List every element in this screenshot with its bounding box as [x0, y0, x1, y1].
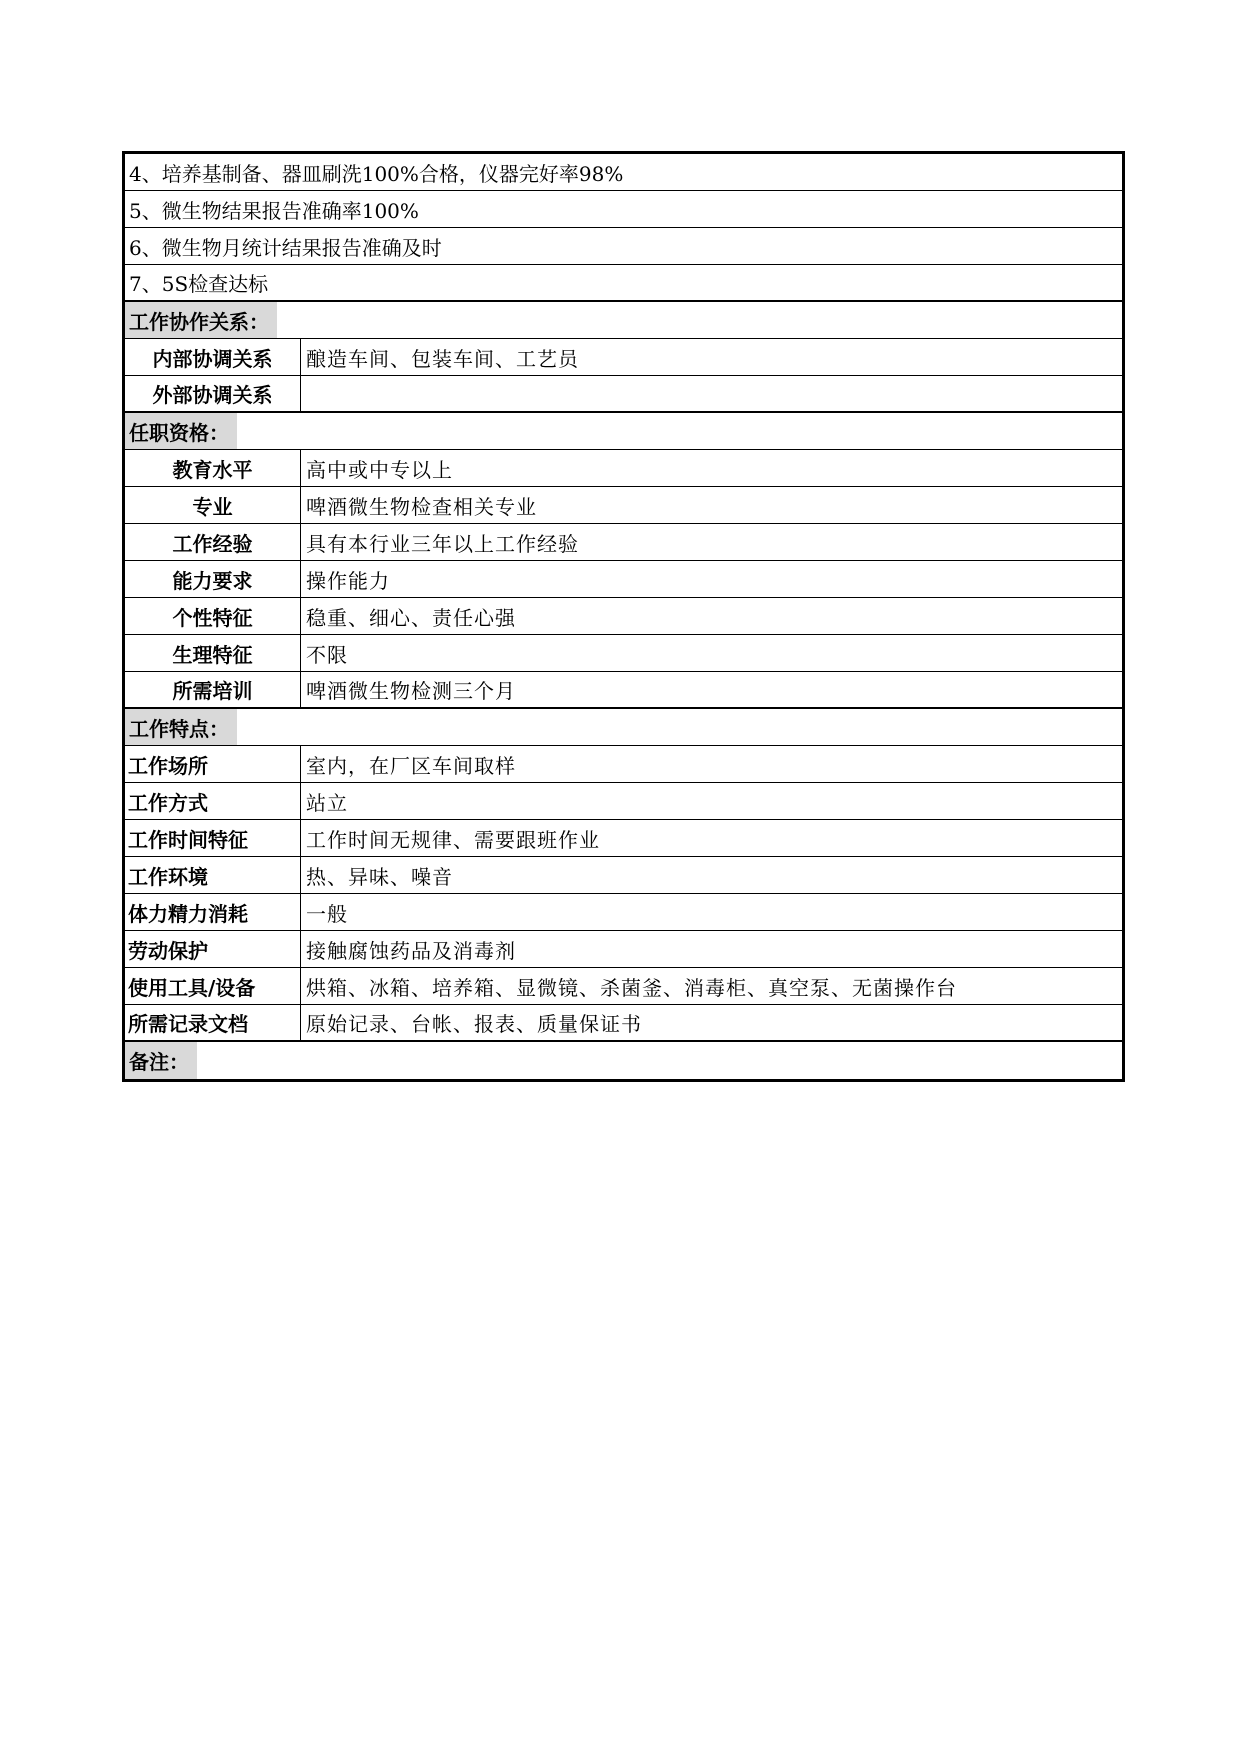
standard-row [125, 228, 1122, 265]
row-key: 个性特征 [125, 598, 301, 634]
row-key: 生理特征 [125, 635, 301, 671]
row-key: 外部协调关系 [125, 376, 301, 411]
feature-row [125, 746, 1122, 783]
row-key: 专业 [125, 487, 301, 523]
standard-text: 6、微生物月统计结果报告准确及时 [129, 235, 442, 260]
standard-row [125, 265, 1122, 302]
row-value: 稳重、细心、责任心强 [306, 605, 516, 630]
row-value [301, 376, 1122, 411]
qualification-row [125, 635, 1122, 672]
row-key: 能力要求 [125, 561, 301, 597]
row-key: 劳动保护 [125, 931, 301, 967]
job-description-table [122, 151, 1125, 1082]
feature-row [125, 857, 1122, 894]
section-title: 备注： [125, 1042, 197, 1079]
row-value: 烘箱、冰箱、培养箱、显微镜、杀菌釜、消毒柜、真空泵、无菌操作台 [306, 975, 957, 1000]
feature-row [125, 968, 1122, 1005]
row-key: 所需培训 [125, 672, 301, 707]
row-value: 接触腐蚀药品及消毒剂 [306, 938, 516, 963]
row-value: 热、异味、噪音 [306, 864, 453, 889]
row-value: 啤酒微生物检测三个月 [306, 679, 516, 703]
standard-text: 4、培养基制备、器皿刷洗100%合格，仪器完好率98% [129, 161, 624, 186]
feature-row [125, 1005, 1122, 1042]
row-key: 工作时间特征 [125, 820, 301, 856]
section-header-cooperation [125, 302, 1122, 339]
qualification-row [125, 524, 1122, 561]
row-value: 一般 [306, 901, 348, 926]
row-value: 具有本行业三年以上工作经验 [306, 531, 579, 556]
feature-row [125, 820, 1122, 857]
row-value: 啤酒微生物检查相关专业 [306, 494, 537, 519]
section-header-qualifications [125, 413, 1122, 450]
row-value: 站立 [306, 790, 348, 815]
row-key: 教育水平 [125, 450, 301, 486]
row-key: 所需记录文档 [125, 1005, 301, 1040]
standard-row [125, 154, 1122, 191]
row-value: 酿造车间、包装车间、工艺员 [306, 346, 579, 371]
row-key: 工作环境 [125, 857, 301, 893]
row-value: 原始记录、台帐、报表、质量保证书 [306, 1012, 642, 1036]
row-value: 不限 [306, 642, 348, 667]
section-header-remarks [125, 1042, 1122, 1079]
row-key: 工作场所 [125, 746, 301, 782]
qualification-row [125, 561, 1122, 598]
feature-row [125, 931, 1122, 968]
qualification-row [125, 450, 1122, 487]
feature-row [125, 783, 1122, 820]
cooperation-row [125, 339, 1122, 376]
section-title: 工作特点： [125, 709, 237, 745]
row-value: 工作时间无规律、需要跟班作业 [306, 827, 600, 852]
section-header-features [125, 709, 1122, 746]
qualification-row [125, 598, 1122, 635]
qualification-row [125, 487, 1122, 524]
row-key: 使用工具/设备 [125, 968, 301, 1004]
row-key: 工作方式 [125, 783, 301, 819]
standard-text: 7、5S检查达标 [129, 272, 269, 296]
row-key: 工作经验 [125, 524, 301, 560]
standard-text: 5、微生物结果报告准确率100% [129, 198, 419, 223]
row-key: 体力精力消耗 [125, 894, 301, 930]
row-value: 高中或中专以上 [306, 457, 453, 482]
feature-row [125, 894, 1122, 931]
section-title: 工作协作关系： [125, 302, 277, 338]
row-key: 内部协调关系 [125, 339, 301, 375]
row-value: 室内，在厂区车间取样 [306, 753, 516, 778]
cooperation-row [125, 376, 1122, 413]
standard-row [125, 191, 1122, 228]
section-title: 任职资格： [125, 413, 237, 449]
row-value: 操作能力 [306, 568, 390, 593]
qualification-row [125, 672, 1122, 709]
